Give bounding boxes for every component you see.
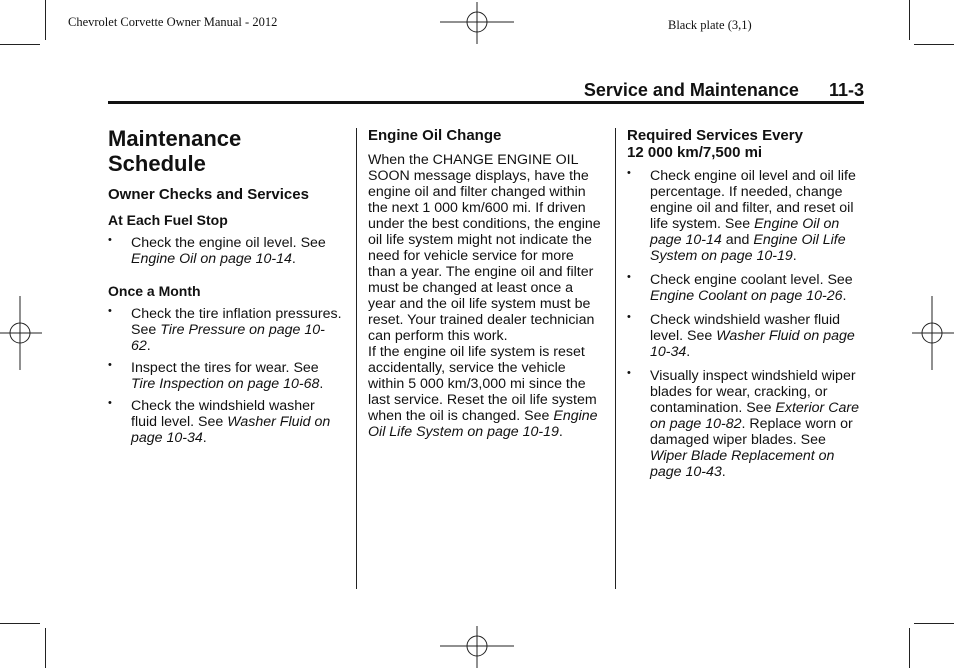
crop-mark — [914, 623, 954, 624]
page-title: Maintenance Schedule — [108, 126, 242, 176]
list-item: • Check windshield washer fluid level. See Washer Fluid on page 10-34. — [627, 311, 855, 360]
required-services-list — [627, 168, 863, 480]
list-item: • Check the engine oil level. See Engine Oil on page 10-14. — [108, 234, 326, 267]
monthly-list — [108, 306, 343, 446]
crop-mark — [909, 628, 910, 668]
list-item: • Check the windshield washer fluid level. See Washer Fluid on page 10-34. — [108, 397, 331, 446]
bullet-icon: • — [108, 397, 112, 409]
monthly-heading: Once a Month — [108, 283, 201, 299]
paragraph: If the engine oil life system is reset accidentally, service the vehicle within 5 000 km/3,000 mi since the last service. Reset the oil life system when the oil is changed. See Engine Oil Life System on page 10-19. — [368, 344, 598, 440]
manual-title: Chevrolet Corvette Owner Manual - 2012 — [68, 15, 278, 29]
list-item: • Check the tire inflation pressures. See Tire Pressure on page 10-62. — [108, 305, 342, 354]
cross-reference[interactable]: Wiper Blade Replacement on page 10-43 — [650, 448, 835, 480]
bullet-icon: • — [627, 271, 631, 283]
registration-mark-right — [912, 296, 954, 370]
crop-mark — [45, 628, 46, 668]
column-3 — [627, 127, 863, 480]
list-item: • Visually inspect windshield wiper blades for wear, cracking, or contamination. See Exterior Care on page 10-82. Replace worn or damaged wiper blades. See Wiper Blade Replacement on page 10-43. — [627, 367, 859, 480]
list-item: • Check engine coolant level. See Engine Coolant on page 10-26. — [627, 271, 853, 304]
fuel-stop-list — [108, 235, 343, 267]
cross-reference[interactable]: Tire Inspection on page 10-68 — [131, 376, 320, 392]
section-title: Service and Maintenance — [583, 80, 799, 100]
registration-mark-top — [440, 2, 514, 44]
cross-reference[interactable]: Washer Fluid on page 10-34 — [131, 414, 331, 446]
list-item: • Inspect the tires for wear. See Tire Inspection on page 10-68. — [108, 359, 324, 392]
owner-checks-heading: Owner Checks and Services — [108, 186, 309, 203]
crop-mark — [0, 623, 40, 624]
section-header — [584, 80, 864, 101]
cross-reference[interactable]: Engine Oil on page 10-14 — [131, 251, 292, 267]
crop-mark — [914, 44, 954, 45]
crop-mark — [45, 0, 46, 40]
header-rule — [108, 101, 864, 104]
crop-mark — [0, 44, 40, 45]
paragraph: When the CHANGE ENGINE OIL SOON message displays, have the engine oil and filter changed within the next 1 000 km/600 mi. If driven under the best conditions, the engine oil life system might not indicate the need for vehicle service for more than a year. The engine oil and filter must be changed at least once a year and the oil life system must be reset. Your trained dealer technician can perform this work. — [368, 152, 601, 344]
bullet-icon: • — [108, 234, 112, 246]
column-2 — [368, 127, 604, 440]
plate-label: Black plate (3,1) — [668, 18, 752, 32]
column-divider — [356, 128, 357, 589]
fuel-stop-heading: At Each Fuel Stop — [108, 212, 228, 228]
bullet-icon: • — [627, 367, 631, 379]
column-1 — [108, 126, 343, 446]
list-item: • Check engine oil level and oil life percentage. If needed, change engine oil and filter, and reset oil life system. See Engine Oil on page 10-14 and Engine Oil Life System on page 10-19. — [627, 167, 856, 264]
cross-reference[interactable]: Engine Oil on page 10-14 — [650, 216, 840, 248]
registration-mark-left — [0, 296, 42, 370]
bullet-icon: • — [627, 311, 631, 323]
page-number: 11-3 — [828, 80, 864, 100]
cross-reference[interactable]: Washer Fluid on page 10-34 — [650, 328, 855, 360]
cross-reference[interactable]: Engine Oil Life System on page 10-19 — [650, 232, 846, 264]
bullet-icon: • — [627, 167, 631, 179]
cross-reference[interactable]: Tire Pressure on page 10-62 — [131, 322, 325, 354]
cross-reference[interactable]: Engine Oil Life System on page 10-19 — [368, 408, 598, 440]
cross-reference[interactable]: Exterior Care on page 10-82 — [650, 400, 859, 432]
crop-mark — [909, 0, 910, 40]
column-divider — [615, 128, 616, 589]
required-services-heading: Required Services Every 12 000 km/7,500 mi — [627, 127, 803, 161]
bullet-icon: • — [108, 305, 112, 317]
engine-oil-change-heading: Engine Oil Change — [368, 127, 502, 144]
registration-mark-bottom — [440, 626, 514, 668]
bullet-icon: • — [108, 359, 112, 371]
cross-reference[interactable]: Engine Coolant on page 10-26 — [650, 288, 843, 304]
